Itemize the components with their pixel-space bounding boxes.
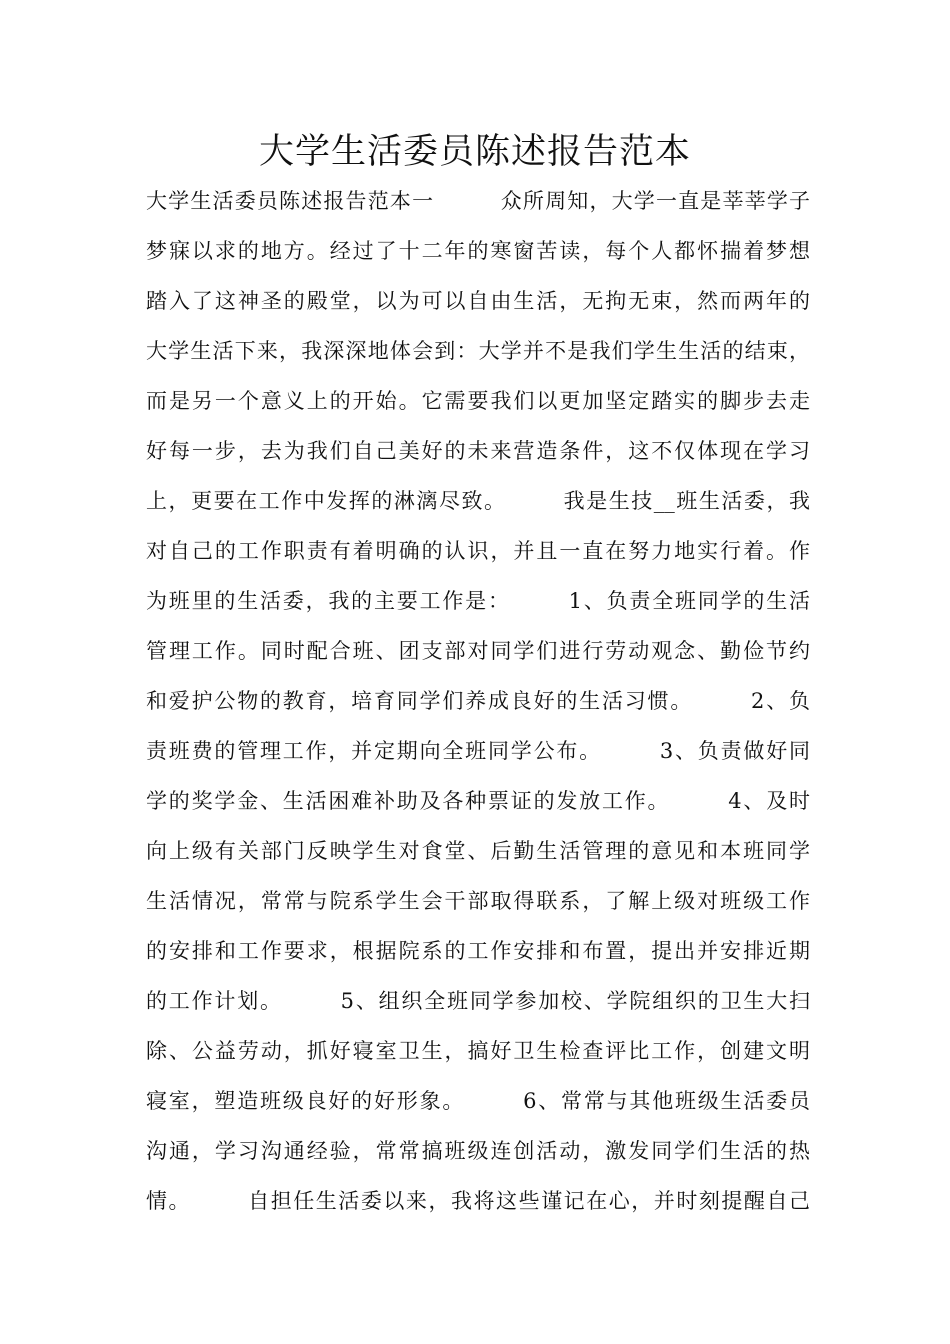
body-line: 责班费的管理工作，并定期向全班同学公布。 3、负责做好同: [146, 739, 810, 763]
body-line: 生活情况，常常与院系学生会干部取得联系，了解上级对班级工作: [146, 889, 810, 913]
body-line: 对自己的工作职责有着明确的认识，并且一直在努力地实行着。作: [146, 539, 810, 563]
body-line: 大学生活下来，我深深地体会到：大学并不是我们学生生活的结束，: [146, 339, 810, 363]
body-line: 和爱护公物的教育，培育同学们养成良好的生活习惯。 2、负: [146, 689, 810, 713]
body-line: 学的奖学金、生活困难补助及各种票证的发放工作。 4、及时: [146, 789, 810, 813]
body-line: 而是另一个意义上的开始。它需要我们以更加坚定踏实的脚步去走: [146, 389, 810, 413]
body-line: 情。 自担任生活委以来，我将这些谨记在心，并时刻提醒自己: [146, 1189, 810, 1213]
body-line: 的工作计划。 5、组织全班同学参加校、学院组织的卫生大扫: [146, 989, 810, 1013]
body-line: 寝室，塑造班级良好的好形象。 6、常常与其他班级生活委员: [146, 1089, 810, 1113]
body-line: 除、公益劳动，抓好寝室卫生，搞好卫生检查评比工作，创建文明: [146, 1039, 810, 1063]
body-line: 为班里的生活委，我的主要工作是： 1、负责全班同学的生活: [146, 589, 810, 613]
body-line: 向上级有关部门反映学生对食堂、后勤生活管理的意见和本班同学: [146, 839, 810, 863]
document-title: 大学生活委员陈述报告范本: [258, 132, 691, 172]
body-line: 好每一步，去为我们自己美好的未来营造条件，这不仅体现在学习: [146, 439, 810, 463]
document-body: [146, 176, 810, 1226]
body-line: 上，更要在工作中发挥的淋漓尽致。 我是生技__班生活委，我: [146, 489, 810, 513]
body-line: 梦寐以求的地方。经过了十二年的寒窗苦读，每个人都怀揣着梦想: [146, 239, 810, 263]
body-line: 大学生活委员陈述报告范本一 众所周知，大学一直是莘莘学子: [146, 189, 810, 213]
body-line: 的安排和工作要求，根据院系的工作安排和布置，提出并安排近期: [146, 939, 810, 963]
body-line: 踏入了这神圣的殿堂，以为可以自由生活，无拘无束，然而两年的: [146, 289, 810, 313]
body-line: 沟通，学习沟通经验，常常搞班级连创活动，激发同学们生活的热: [146, 1139, 810, 1163]
body-line: 管理工作。同时配合班、团支部对同学们进行劳动观念、勤俭节约: [146, 639, 810, 663]
